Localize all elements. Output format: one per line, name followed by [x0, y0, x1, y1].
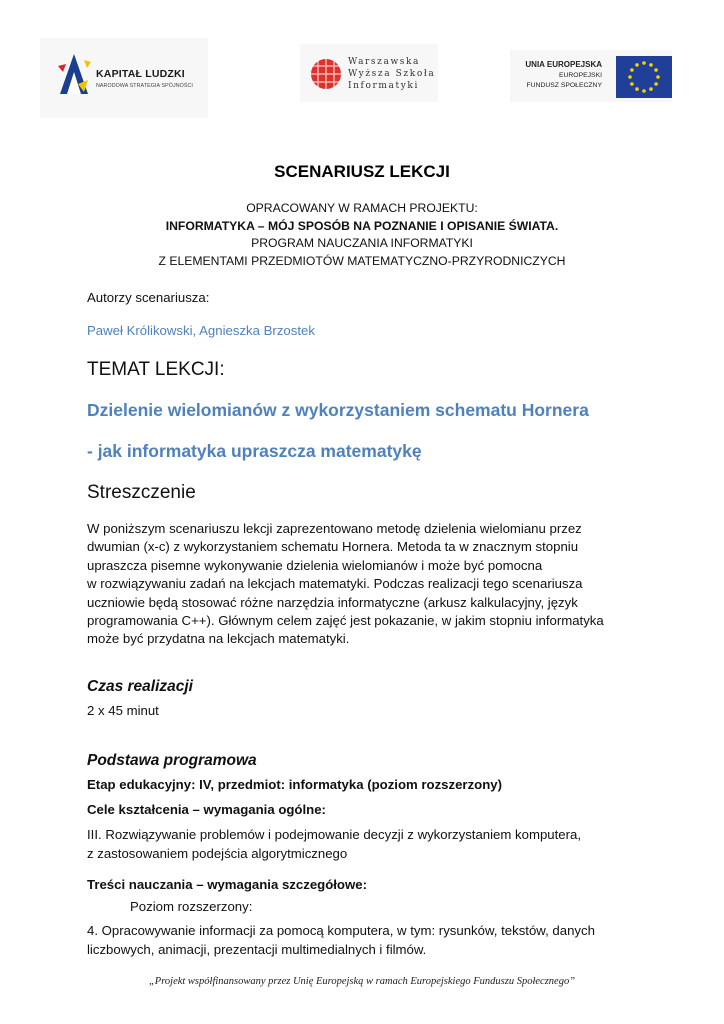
wwsi-line-1: Warszawska [348, 57, 421, 67]
content-heading: Treści nauczania – wymagania szczegółowe: [87, 877, 367, 892]
summary-line: upraszcza pisemne wykonywanie dzielenia wielomianów i może być pomocna [87, 557, 543, 573]
time-heading: Czas realizacji [87, 678, 193, 695]
requirement-line-1: 4. Opracowywanie informacji za pomocą komputera, w tym: rysunków, tekstów, danych [87, 923, 595, 938]
eu-fund-line-1: EUROPEJSKI [558, 72, 602, 79]
wwsi-line-3: Informatyki [348, 81, 419, 91]
wwsi-emblem-icon [310, 58, 342, 90]
topic-title-line-1: Dzielenie wielomianów z wykorzystaniem schematu Hornera [87, 400, 589, 420]
summary-line: programowania C++). Głównym celem zajęć jest pokazanie, w jakim stopniu informatyka [87, 613, 604, 629]
goals-line-1: III. Rozwiązywanie problemów i podejmowanie decyzji z wykorzystaniem komputera, [87, 827, 581, 842]
summary-line: W poniższym scenariuszu lekcji zaprezentowano metodę dzielenia wielomianu przez [87, 521, 582, 536]
summary-line: dwumian (x-c) z wykorzystaniem schematu Hornera. Metoda ta w znacznym stopniu [87, 539, 579, 555]
kapital-ludzki-emblem-icon [54, 50, 94, 98]
project-intro-line: OPRACOWANY W RAMACH PROJEKTU: [246, 201, 478, 215]
kapital-ludzki-logo [40, 38, 208, 118]
page-title: SCENARIUSZ LEKCJI [274, 162, 450, 181]
time-value: 2 x 45 minut [87, 703, 159, 718]
summary-line: uczniowie będą stosować różne narzędzia informatyczne (arkusz kalkulacyjny, język [87, 594, 578, 610]
requirement-line-2: liczbowych, animacji, prezentacji multimedialnych i filmów. [87, 942, 427, 957]
eu-title: UNIA EUROPEJSKA [525, 60, 602, 69]
wwsi-line-2: Wyższa Szkoła [348, 69, 436, 79]
summary-paragraph [87, 520, 639, 649]
topic-label: TEMAT LEKCJI: [87, 359, 225, 380]
footer-note: „Projekt współfinansowany przez Unię Europejską w ramach Europejskiego Funduszu Społecznego” [148, 976, 576, 987]
wwsi-logo [300, 44, 438, 102]
authors-label: Autorzy scenariusza: [87, 290, 210, 305]
goals-heading: Cele kształcenia – wymagania ogólne: [87, 802, 326, 817]
goals-line-2: z zastosowaniem podejścia algorytmicznego [87, 846, 348, 861]
program-line: PROGRAM NAUCZANIA INFORMATYKI [251, 236, 473, 250]
level-label: Poziom rozszerzony: [130, 899, 253, 914]
basis-heading: Podstawa programowa [87, 752, 257, 769]
eu-flag-icon [616, 56, 672, 98]
program-subline: Z ELEMENTAMI PRZEDMIOTÓW MATEMATYCZNO-PRZYRODNICZYCH [158, 254, 566, 268]
education-stage: Etap edukacyjny: IV, przedmiot: informatyka (poziom rozszerzony) [87, 777, 502, 792]
eu-fund-line-2: FUNDUSZ SPOŁECZNY [526, 82, 602, 89]
summary-heading: Streszczenie [87, 482, 196, 503]
summary-line: w rozwiązywaniu zadań na lekcjach matematyki. Podczas realizacji tego scenariusza [87, 576, 583, 592]
summary-line: może być przydatna na lekcjach matematyki. [87, 631, 350, 647]
kapital-ludzki-subtitle: NARODOWA STRATEGIA SPÓJNOŚCI [96, 83, 193, 89]
project-name-line: INFORMATYKA – MÓJ SPOSÓB NA POZNANIE I OPISANIE ŚWIATA. [165, 219, 559, 233]
eu-logo [510, 50, 672, 102]
authors-names: Paweł Królikowski, Agnieszka Brzostek [87, 323, 315, 338]
kapital-ludzki-title: KAPITAŁ LUDZKI [96, 68, 185, 80]
topic-title-line-2: - jak informatyka upraszcza matematykę [87, 441, 422, 461]
